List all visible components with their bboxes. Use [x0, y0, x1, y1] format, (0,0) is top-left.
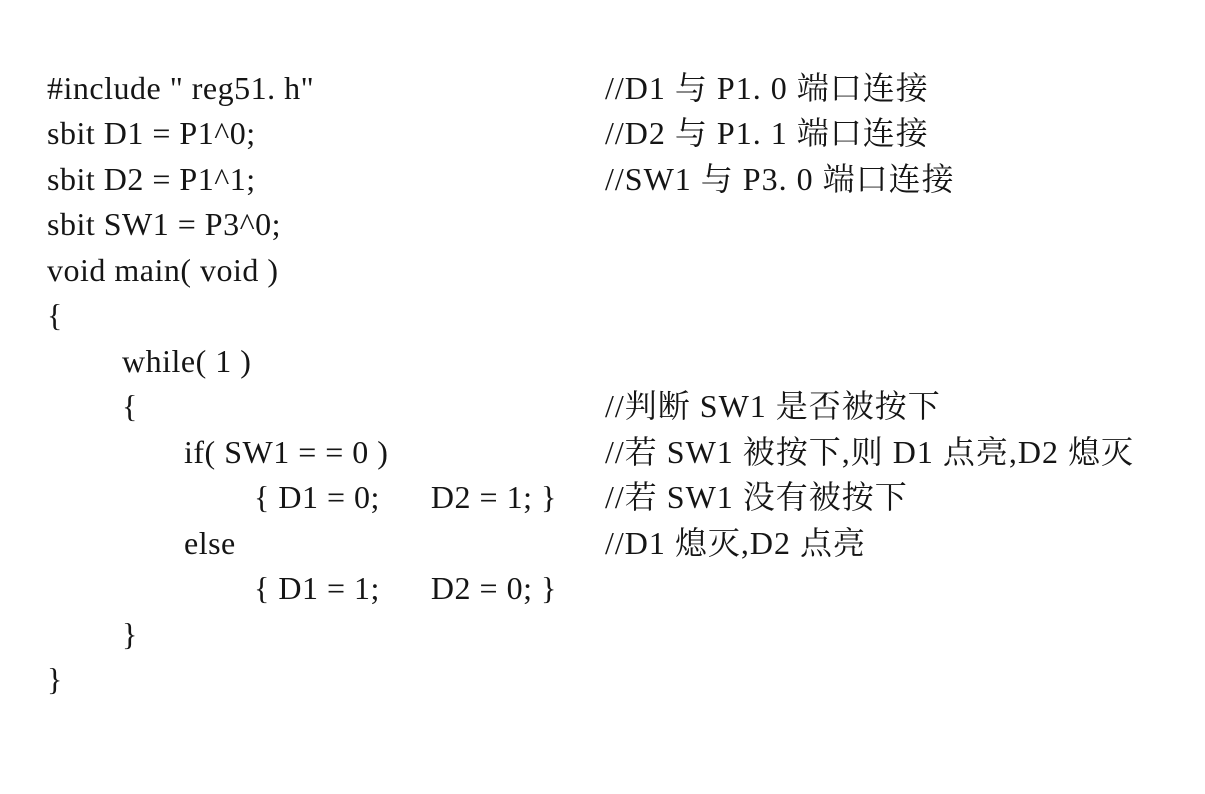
code-line: [0, 202, 1205, 288]
code-text: sbit D2 = P1^1;: [47, 160, 256, 197]
code-text: while( 1 ): [122, 342, 252, 379]
code-text: void main( void ): [47, 251, 279, 288]
comment-text: //SW1 与 P3. 0 端口连接: [605, 160, 955, 197]
comment-text: //判断 SW1 是否被按下: [605, 388, 941, 424]
code-line: [0, 157, 1205, 242]
code-text: { D1 = 1; D2 = 0; }: [254, 570, 557, 606]
code-text: if( SW1 = = 0 ): [184, 433, 389, 470]
code-text: sbit D1 = P1^0;: [47, 115, 256, 151]
code-text: else: [184, 524, 236, 561]
code-listing: [0, 20, 1205, 697]
code-text: }: [122, 615, 138, 652]
code-line: [0, 566, 1205, 652]
code-text: sbit SW1 = P3^0;: [47, 206, 281, 242]
code-line: [0, 521, 1205, 606]
code-text: {: [122, 388, 138, 424]
code-text: }: [47, 661, 63, 697]
code-text: { D1 = 0; D2 = 1; }: [254, 479, 557, 515]
code-line: [0, 293, 1205, 379]
comment-text: //D1 与 P1. 0 端口连接: [605, 69, 929, 106]
comment-text: //若 SW1 被按下,则 D1 点亮,D2 熄灭: [605, 433, 1135, 470]
comment-text: //D2 与 P1. 1 端口连接: [605, 115, 929, 151]
code-line: [0, 248, 1205, 333]
code-text: #include " reg51. h": [47, 69, 315, 106]
comment-text: //D1 熄灭,D2 点亮: [605, 524, 867, 561]
comment-text: //若 SW1 没有被按下: [605, 479, 908, 515]
code-text: {: [47, 297, 63, 333]
code-line: [0, 612, 1205, 697]
